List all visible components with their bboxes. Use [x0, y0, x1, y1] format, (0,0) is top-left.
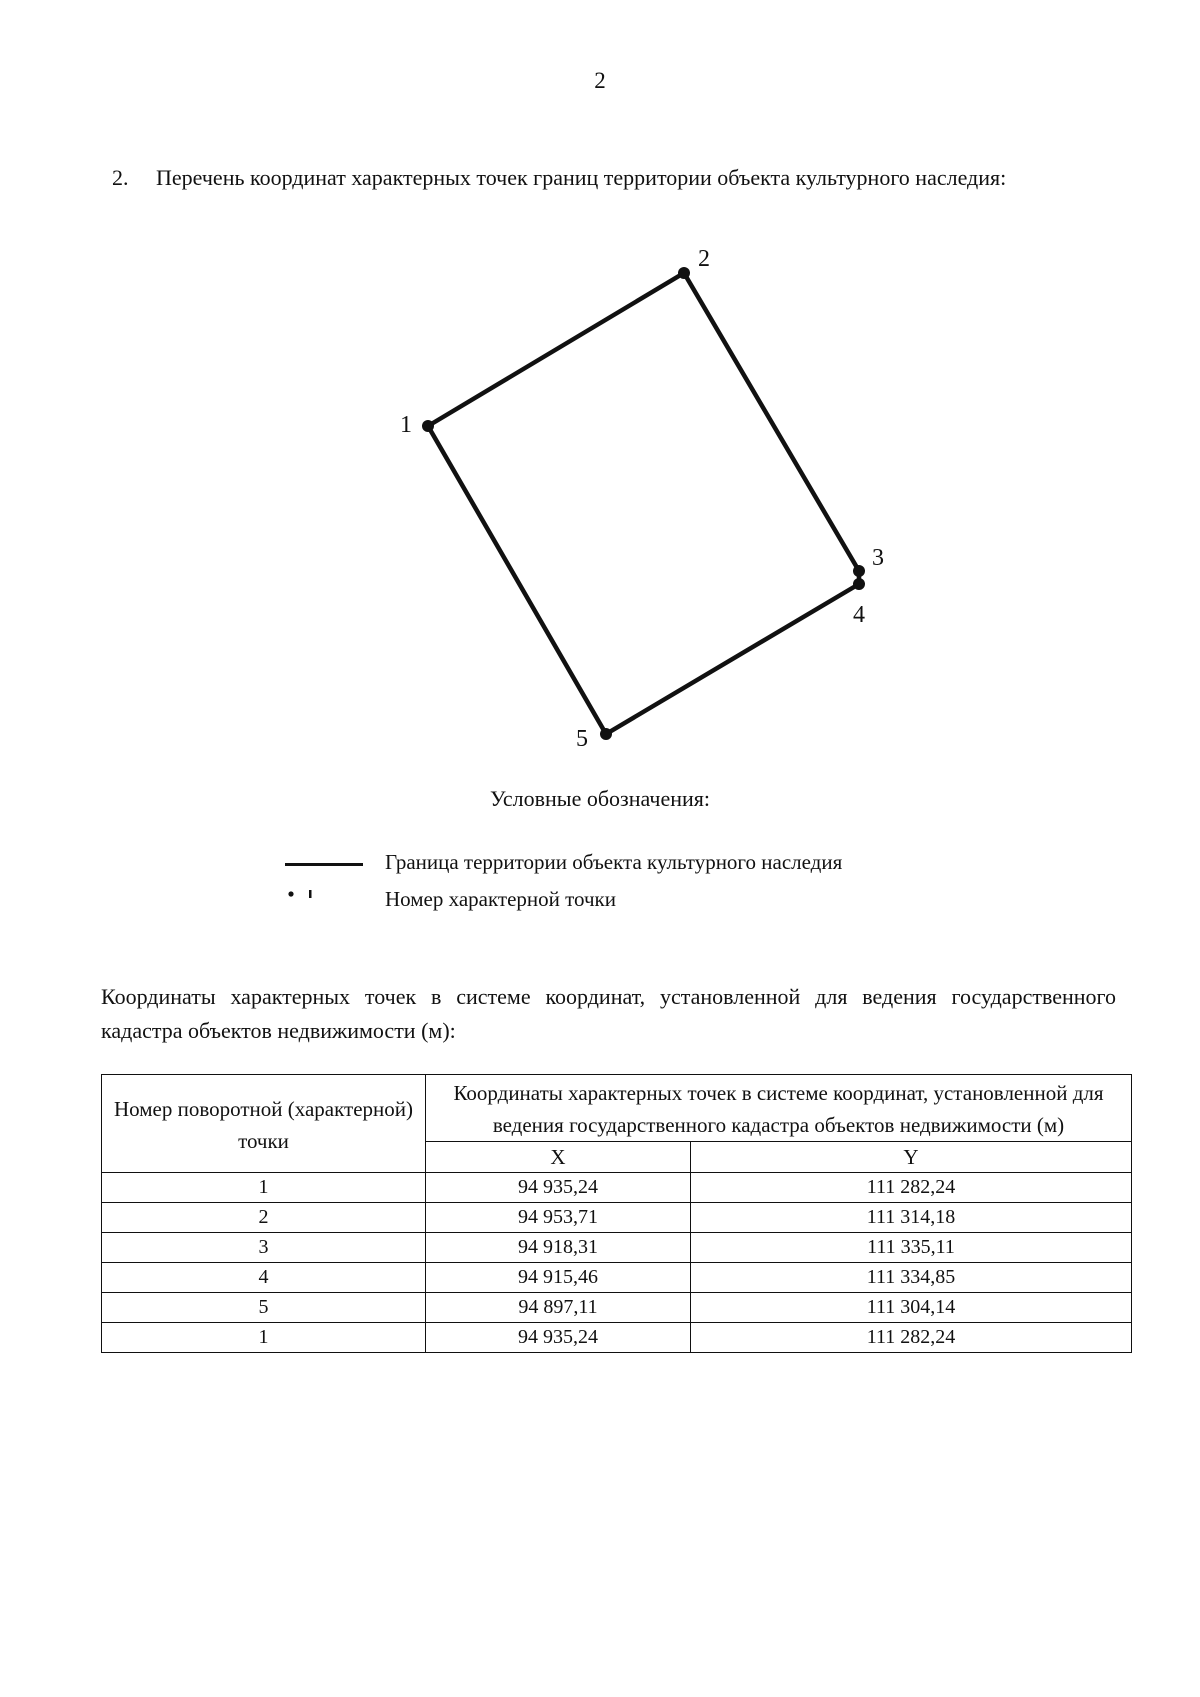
cell-x: 94 915,46: [426, 1263, 691, 1293]
boundary-point-2: [678, 267, 690, 279]
point-label-1: 1: [400, 412, 412, 438]
legend-point-label: Номер характерной точки: [385, 887, 616, 911]
cell-x: 94 935,24: [426, 1323, 691, 1353]
cell-y: 111 314,18: [691, 1203, 1132, 1233]
cell-y: 111 334,85: [691, 1263, 1132, 1293]
section-title: Перечень координат характерных точек границ территории объекта культурного наследия:: [156, 165, 1007, 190]
point-label-4: 4: [853, 602, 865, 628]
cell-point: 2: [102, 1203, 426, 1233]
point-label-2: 2: [698, 246, 710, 272]
table-row: [102, 1293, 1132, 1323]
table-row: [102, 1203, 1132, 1233]
point-label-5: 5: [576, 726, 588, 752]
cell-x: 94 935,24: [426, 1173, 691, 1203]
cell-point: 1: [102, 1173, 426, 1203]
cell-point: 4: [102, 1263, 426, 1293]
boundary-point-3: [853, 565, 865, 577]
table-row: [102, 1263, 1132, 1293]
cell-y: 111 282,24: [691, 1323, 1132, 1353]
cell-point: 3: [102, 1233, 426, 1263]
cell-x: 94 918,31: [426, 1233, 691, 1263]
cell-y: 111 304,14: [691, 1293, 1132, 1323]
section-heading: [112, 165, 1006, 191]
page-number: 2: [594, 68, 606, 93]
header-y: Y: [691, 1142, 1132, 1173]
table-row: [102, 1173, 1132, 1203]
header-coordinates: Координаты характерных точек в системе координат, установленной для ведения государственного кадастра объектов недвижимости (м): [426, 1075, 1132, 1142]
header-point-number: Номер поворотной (характерной) точки: [102, 1075, 426, 1173]
cell-point: 5: [102, 1293, 426, 1323]
cell-y: 111 282,24: [691, 1173, 1132, 1203]
cell-point: 1: [102, 1323, 426, 1353]
cell-x: 94 953,71: [426, 1203, 691, 1233]
boundary-point-1: [422, 420, 434, 432]
section-number: 2.: [112, 165, 129, 190]
cell-y: 111 335,11: [691, 1233, 1132, 1263]
coordinates-paragraph: Координаты характерных точек в системе координат, установленной для ведения государственного кадастра объектов недвижимости (м):: [101, 984, 1116, 1043]
coordinates-table: [101, 1074, 1132, 1353]
table-row: [102, 1233, 1132, 1263]
boundary-polygon: [428, 273, 859, 734]
legend-title: Условные обозначения:: [489, 786, 711, 811]
legend-boundary-label: Граница территории объекта культурного наследия: [385, 850, 843, 874]
table-row: [102, 1323, 1132, 1353]
boundary-point-5: [600, 728, 612, 740]
legend-point-symbol: [287, 889, 317, 903]
cell-x: 94 897,11: [426, 1293, 691, 1323]
header-x: X: [426, 1142, 691, 1173]
point-label-3: 3: [872, 545, 884, 571]
boundary-plan: [360, 232, 920, 752]
boundary-point-4: [853, 578, 865, 590]
legend-boundary-symbol: [285, 863, 363, 866]
